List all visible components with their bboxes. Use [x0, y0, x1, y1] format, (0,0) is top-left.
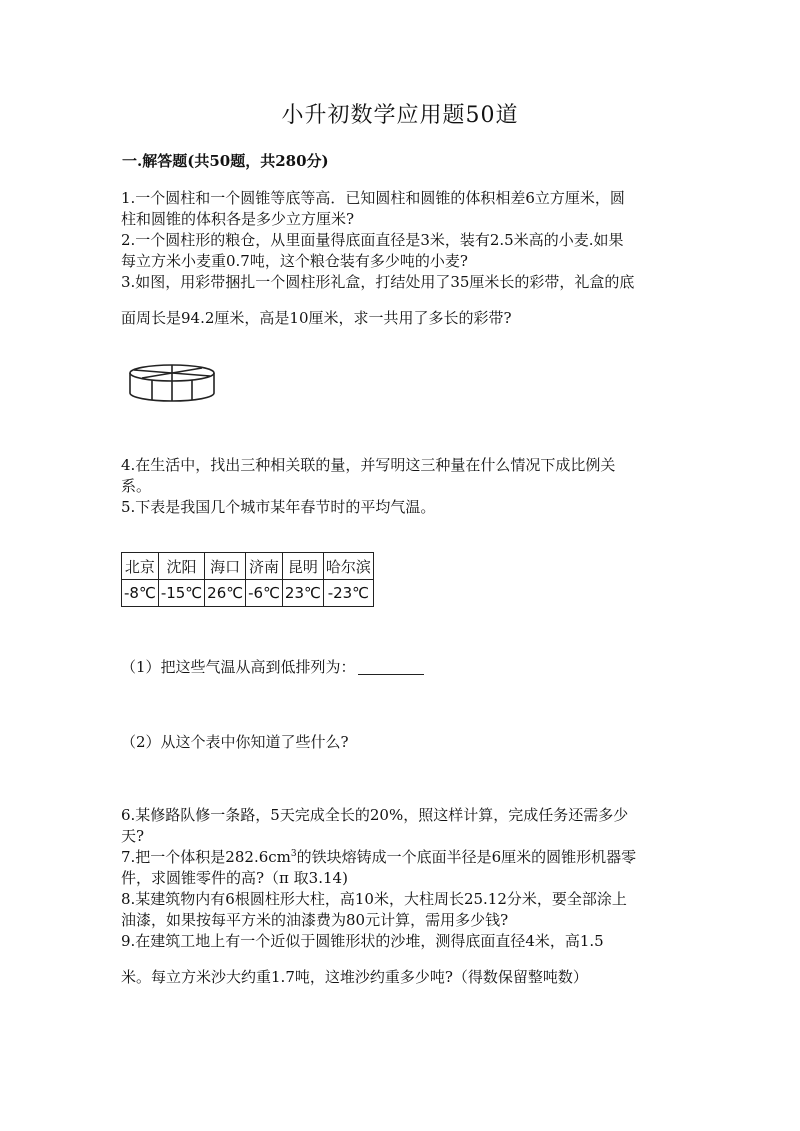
question-line: 系。	[121, 477, 152, 495]
question-line: 5.下表是我国几个城市某年春节时的平均气温。	[121, 498, 436, 516]
question-line: 件，求圆锥零件的高?（π 取3.14)	[121, 869, 348, 887]
question-line: 2.一个圆柱形的粮仓，从里面量得底面直径是3米，装有2.5米高的小麦.如果	[121, 231, 624, 249]
question-line: 面周长是94.2厘米，高是10厘米，求一共用了多长的彩带?	[121, 309, 512, 327]
question-line: 每立方米小麦重0.7吨，这个粮仓装有多少吨的小麦?	[121, 252, 468, 270]
question-line: 8.某建筑物内有6根圆柱形大柱，高10米，大柱周长25.12分米，要全部涂上	[121, 890, 627, 908]
temp-cell: -23℃	[323, 580, 373, 607]
city-cell: 海口	[205, 553, 246, 580]
answer-blank[interactable]	[358, 660, 424, 675]
gift-box-figure	[128, 360, 218, 410]
question-line: 3.如图，用彩带捆扎一个圆柱形礼盒，打结处用了35厘米长的彩带，礼盒的底	[121, 273, 635, 291]
temp-cell: -8℃	[122, 580, 159, 607]
temp-cell: -6℃	[246, 580, 283, 607]
question-line: 米。每立方米沙大约重1.7吨，这堆沙约重多少吨?（得数保留整吨数）	[121, 968, 588, 986]
temp-cell: 23℃	[282, 580, 323, 607]
city-cell: 哈尔滨	[323, 553, 373, 580]
city-cell: 沈阳	[158, 553, 204, 580]
question-line: 4.在生活中，找出三种相关联的量，并写明这三种量在什么情况下成比例关	[121, 456, 616, 474]
question-line: 6.某修路队修一条路，5天完成全长的20%，照这样计算，完成任务还需多少	[121, 806, 629, 824]
sub-question-1: （1）把这些气温从高到低排列为：	[121, 656, 424, 677]
question-line: 油漆，如果按每平方米的油漆费为80元计算，需用多少钱?	[121, 911, 509, 929]
question-line: 天?	[121, 827, 145, 845]
question-line: 9.在建筑工地上有一个近似于圆锥形状的沙堆，测得底面直径4米，高1.5	[121, 932, 604, 950]
city-cell: 济南	[246, 553, 283, 580]
question-line: 柱和圆锥的体积各是多少立方厘米?	[121, 210, 355, 228]
temp-cell: -15℃	[158, 580, 204, 607]
section-heading: 一.解答题(共50题，共280分)	[122, 152, 329, 170]
question-line: 1.一个圆柱和一个圆锥等底等高．已知圆柱和圆锥的体积相差6立方厘米，圆	[121, 189, 625, 207]
table-row	[122, 580, 374, 607]
city-cell: 昆明	[282, 553, 323, 580]
city-cell: 北京	[122, 553, 159, 580]
table-row	[122, 553, 374, 580]
temp-cell: 26℃	[205, 580, 246, 607]
question-line: 7.把一个体积是$282.6cm^3$的铁块熔铸成一个底面半径是6厘米的圆锥形机器零	[121, 848, 637, 866]
page-title: 小升初数学应用题50道	[281, 103, 519, 128]
temperature-table	[121, 552, 374, 607]
sub-question-2: （2）从这个表中你知道了些什么?	[121, 733, 349, 751]
